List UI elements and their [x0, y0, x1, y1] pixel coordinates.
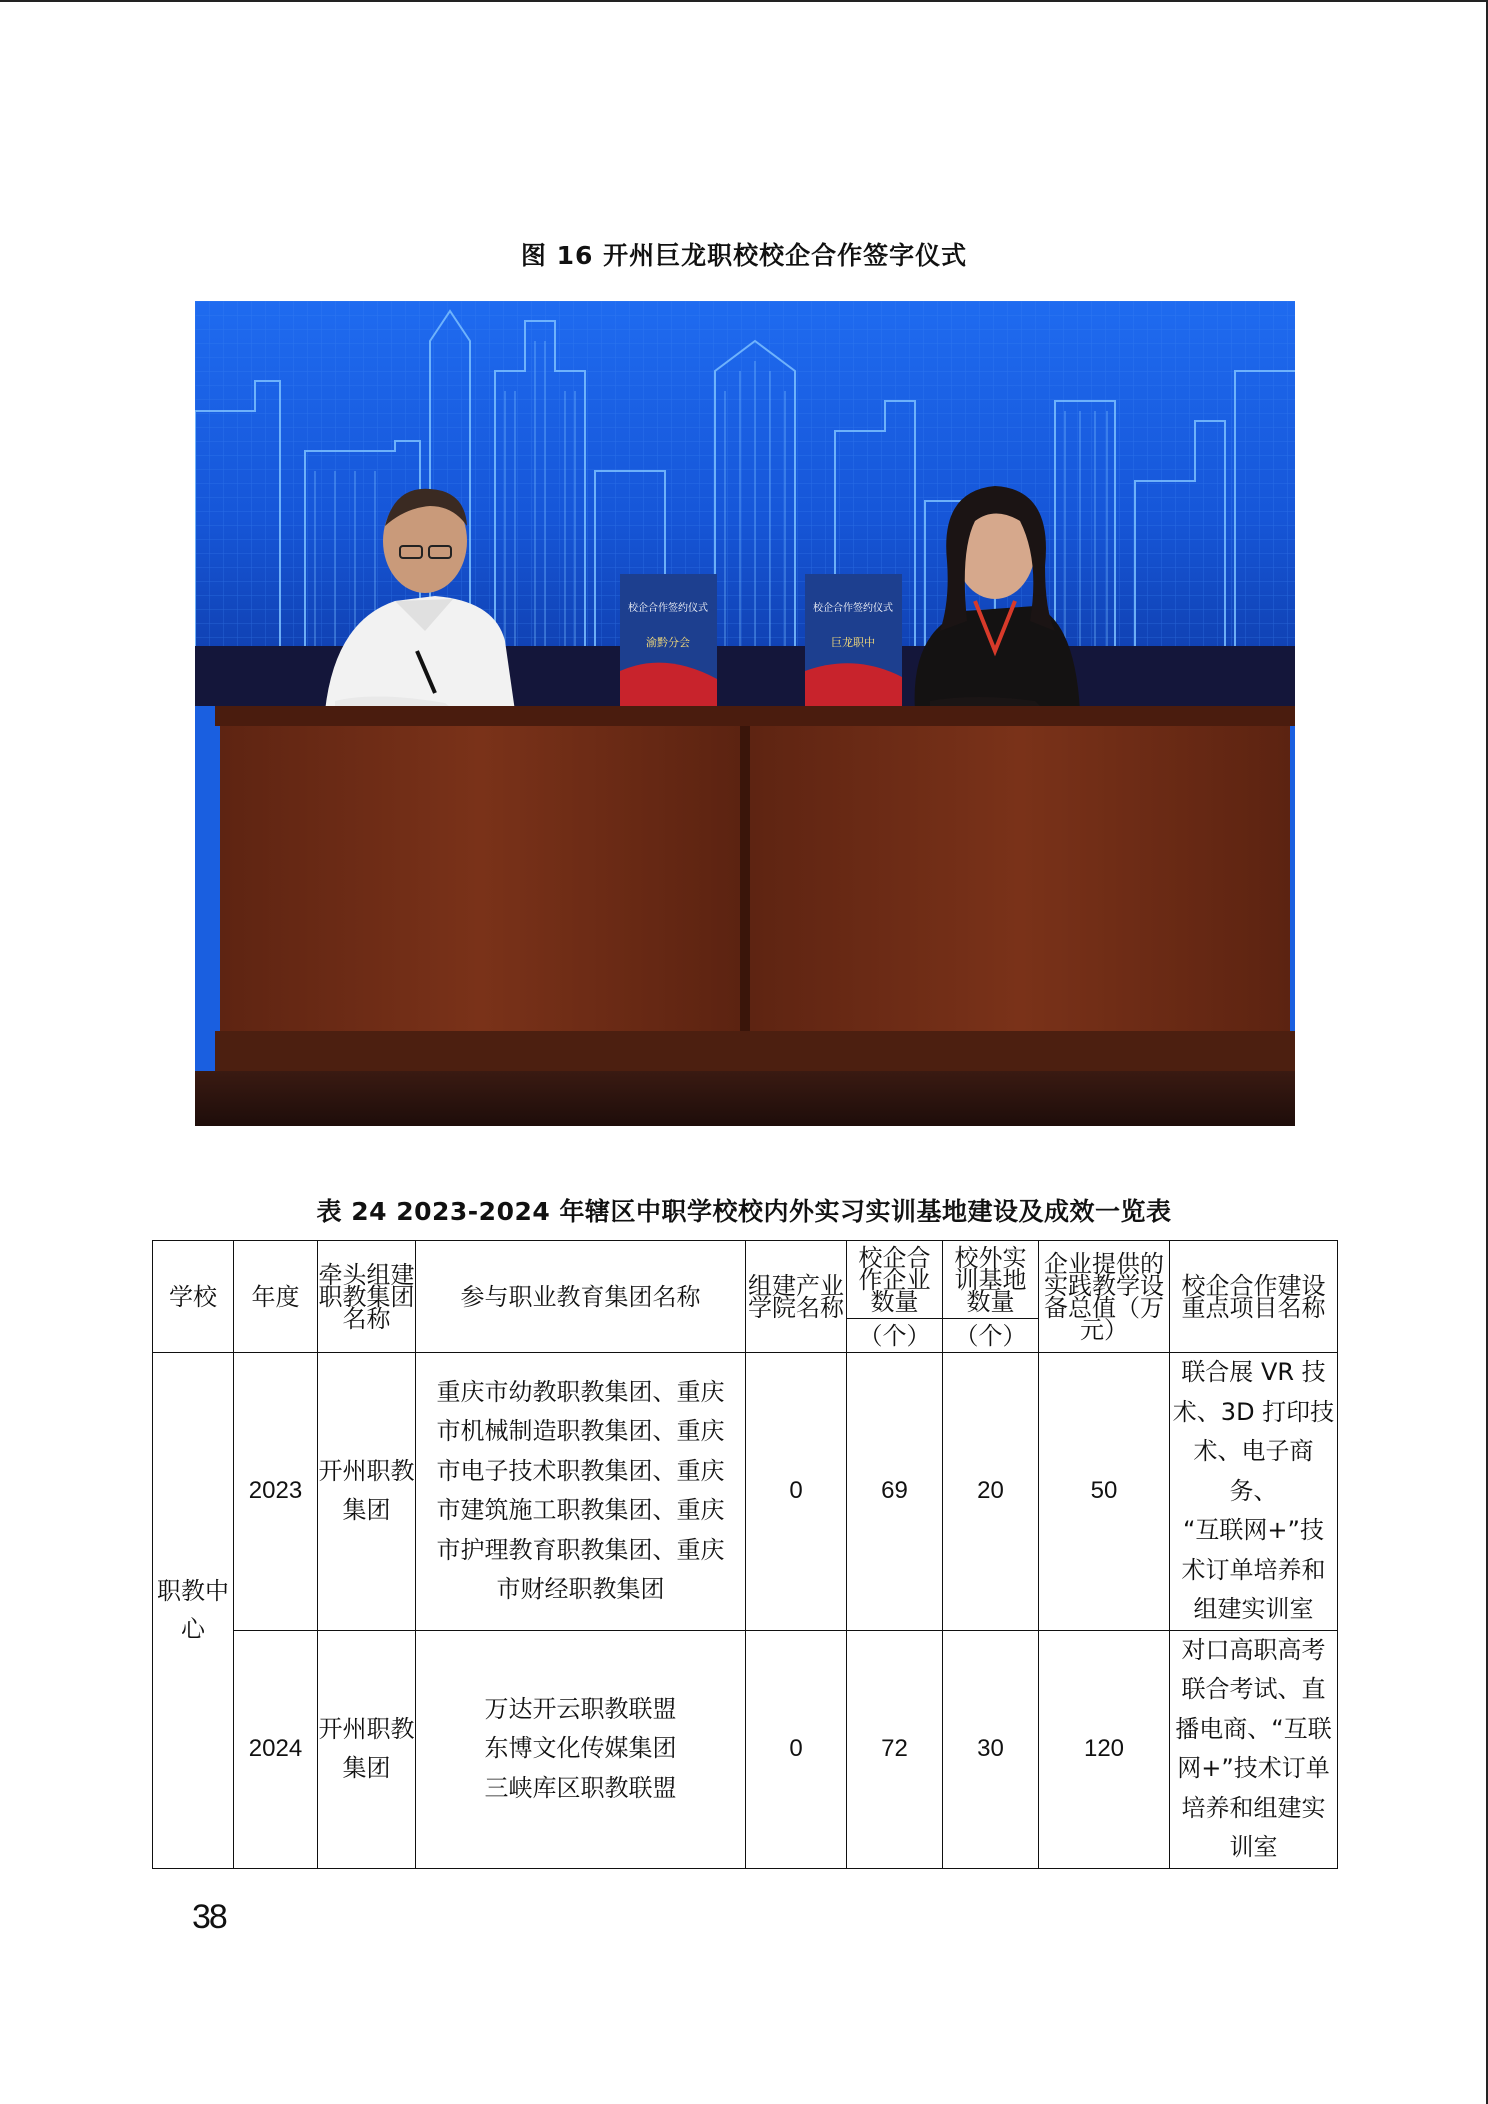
offsite-bases-cell: 20 [943, 1353, 1039, 1631]
group-line: 市护理教育职教集团、重庆 [436, 1535, 725, 1564]
lead-group-cell: 开州职教集团 [318, 1630, 416, 1868]
table-header-row [153, 1241, 1338, 1319]
project-line: 训室 [1229, 1833, 1278, 1861]
header-cooperating-companies: 校企合作企业数量 [847, 1241, 943, 1319]
project-line: 网+”技术订单 [1177, 1754, 1330, 1782]
key-projects-cell [1170, 1630, 1338, 1868]
equipment-value-cell: 50 [1039, 1353, 1170, 1631]
year-cell: 2023 [234, 1353, 318, 1631]
svg-text:校企合作签约仪式: 校企合作签约仪式 [628, 603, 708, 614]
cooperating-companies-cell: 72 [847, 1630, 943, 1868]
banner-left [620, 574, 717, 709]
svg-text:巨龙职中: 巨龙职中 [831, 636, 875, 649]
project-line: “互联网+”技 [1183, 1516, 1324, 1544]
header-equipment-value: 企业提供的实践教学设备总值（万元） [1039, 1241, 1170, 1353]
header-year: 年度 [234, 1241, 318, 1353]
header-unit-companies: （个） [847, 1319, 943, 1353]
header-lead-group: 牵头组建职教集团名称 [318, 1241, 416, 1353]
project-line: 播电商、“互联 [1175, 1714, 1332, 1743]
page-number: 38 [192, 1898, 226, 1936]
equipment-value-cell: 120 [1039, 1630, 1170, 1868]
project-line: 培养和组建实 [1181, 1793, 1326, 1822]
table-caption: 表 24 2023-2024 年辖区中职学校校内外实习实训基地建设及成效一览表 [316, 1197, 1172, 1226]
project-line: 对口高职高考 [1181, 1635, 1326, 1664]
header-industry-college: 组建产业学院名称 [746, 1241, 847, 1353]
header-unit-bases: （个） [943, 1319, 1039, 1353]
svg-text:渝黔分会: 渝黔分会 [646, 636, 690, 649]
header-school: 学校 [153, 1241, 234, 1353]
group-line: 市建筑施工职教集团、重庆 [436, 1496, 725, 1525]
header-key-projects: 校企合作建设重点项目名称 [1170, 1241, 1338, 1353]
cooperating-companies-cell: 69 [847, 1353, 943, 1631]
signing-ceremony-photo [195, 301, 1295, 1126]
year-cell: 2024 [234, 1630, 318, 1868]
svg-text:校企合作签约仪式: 校企合作签约仪式 [813, 603, 893, 614]
participating-groups-cell [416, 1353, 746, 1631]
page-top-border [0, 0, 1488, 2]
group-line: 万达开云职教联盟 [484, 1694, 677, 1723]
project-line: 术、3D 打印技 [1172, 1397, 1335, 1426]
banner-right [805, 574, 902, 709]
offsite-bases-cell: 30 [943, 1630, 1039, 1868]
header-offsite-bases: 校外实训基地数量 [943, 1241, 1039, 1319]
project-line: 术、电子商务、 [1193, 1437, 1314, 1505]
project-line: 术订单培养和 [1181, 1555, 1326, 1584]
key-projects-cell [1170, 1353, 1338, 1631]
group-line: 重庆市幼教职教集团、重庆 [436, 1377, 725, 1406]
group-line: 三峡库区职教联盟 [484, 1773, 677, 1802]
school-cell: 职教中心 [153, 1353, 234, 1869]
participating-groups-cell [416, 1630, 746, 1868]
group-line: 东博文化传媒集团 [484, 1734, 677, 1763]
group-line: 市财经职教集团 [496, 1575, 665, 1604]
industry-college-cell: 0 [746, 1353, 847, 1631]
table-row [153, 1630, 1338, 1868]
industry-college-cell: 0 [746, 1630, 847, 1868]
project-line: 组建实训室 [1193, 1595, 1314, 1623]
header-participating-groups: 参与职业教育集团名称 [416, 1241, 746, 1353]
internship-base-table [152, 1240, 1338, 1869]
project-line: 联合考试、直 [1181, 1675, 1326, 1703]
project-line: 联合展 VR 技 [1181, 1358, 1326, 1386]
figure-caption: 图 16 开州巨龙职校校企合作签字仪式 [520, 241, 968, 270]
lead-group-cell: 开州职教集团 [318, 1353, 416, 1631]
table-row [153, 1353, 1338, 1631]
group-line: 市电子技术职教集团、重庆 [436, 1456, 725, 1485]
group-line: 市机械制造职教集团、重庆 [436, 1417, 725, 1446]
